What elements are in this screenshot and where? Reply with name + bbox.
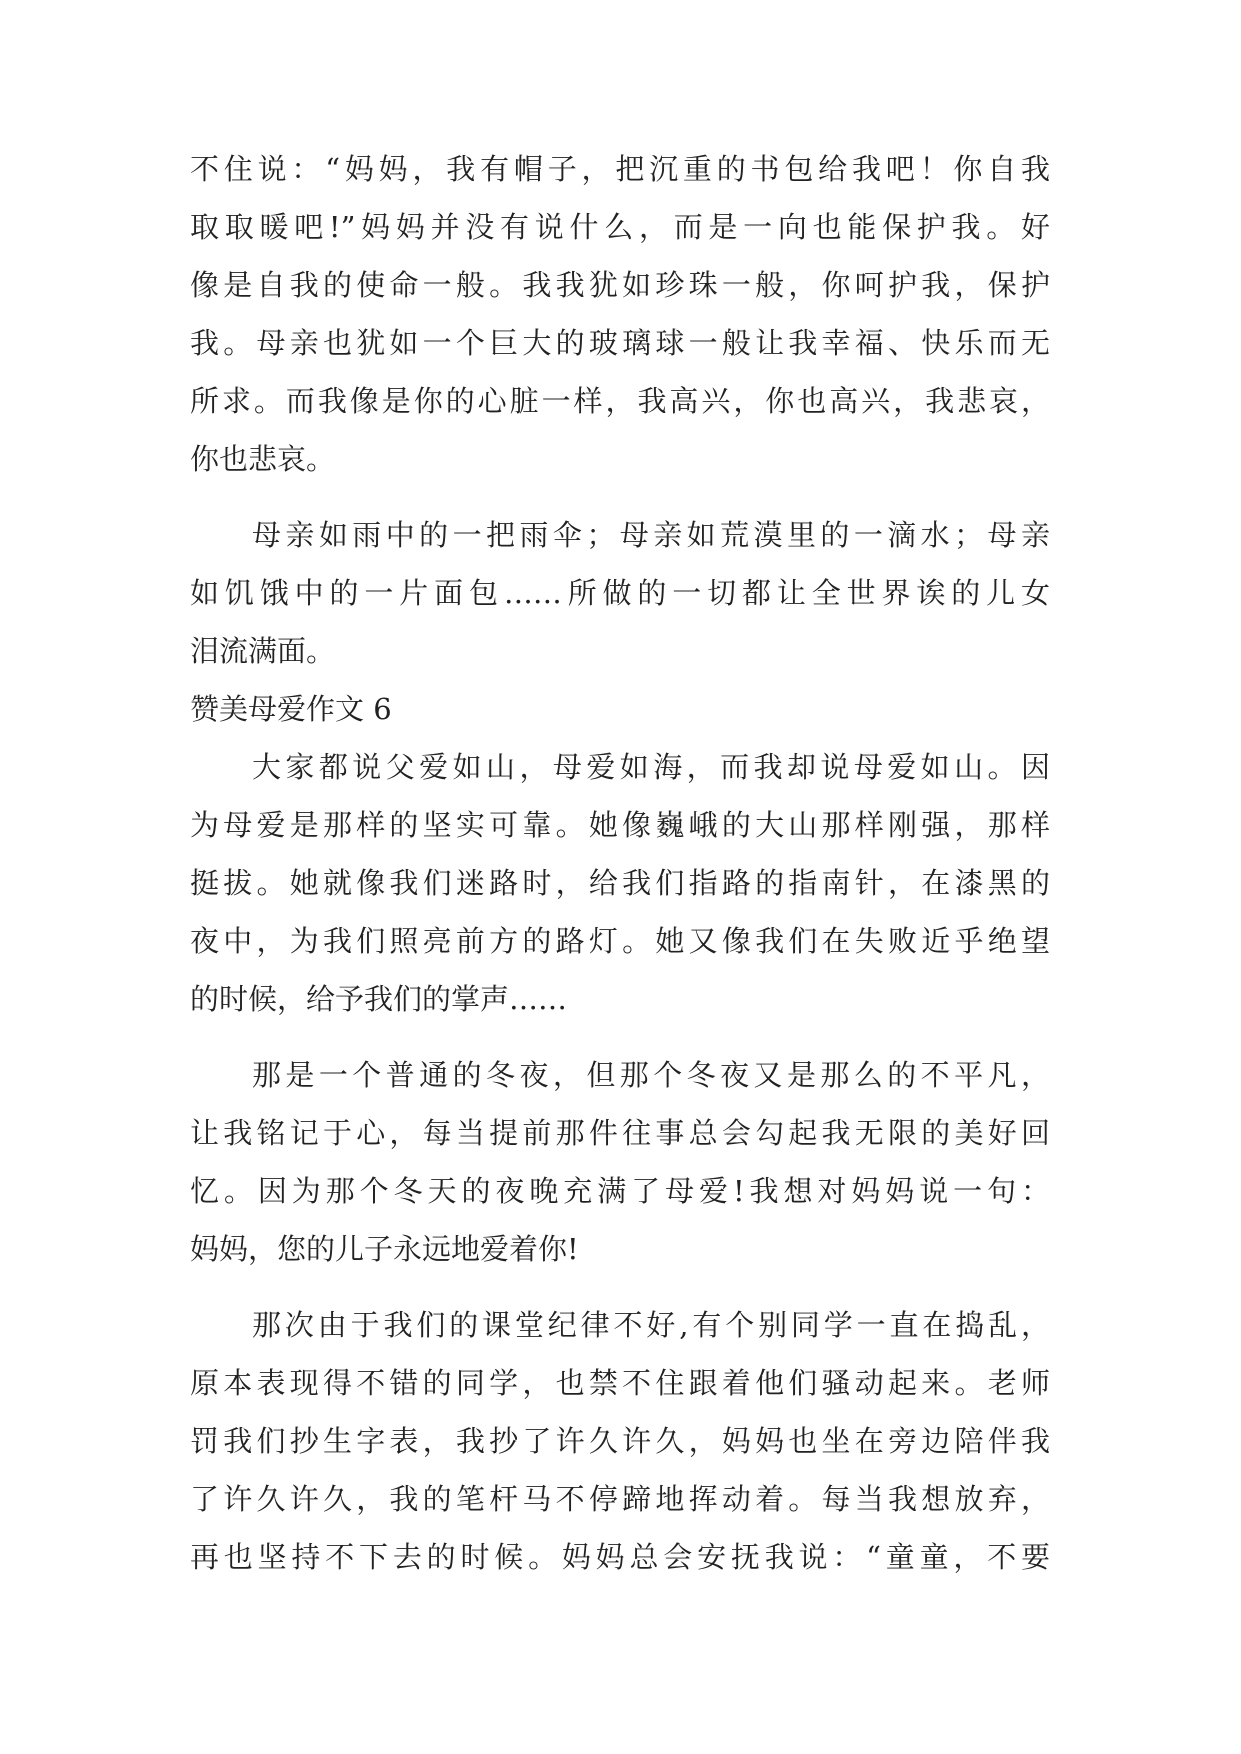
text-line: 夜中，为我们照亮前方的路灯。她又像我们在失败近乎绝望	[190, 924, 1050, 958]
text-line: 了许久许久，我的笔杆马不停蹄地挥动着。每当我想放弃，	[190, 1482, 1050, 1516]
text-line: 的时候，给予我们的掌声……	[190, 982, 568, 1016]
text-line: 取取暖吧!”妈妈并没有说什么，而是一向也能保护我。好	[190, 210, 1050, 244]
text-line: 再也坚持不下去的时候。妈妈总会安抚我说：“童童，不要	[190, 1540, 1050, 1574]
paragraph-first-line: 母亲如雨中的一把雨伞；母亲如荒漠里的一滴水；母亲	[252, 518, 1050, 552]
paragraph-first-line: 大家都说父爱如山，母爱如海，而我却说母爱如山。因	[252, 750, 1050, 784]
paragraph-first-line: 那是一个普通的冬夜，但那个冬夜又是那么的不平凡，	[252, 1058, 1050, 1092]
text-line: 罚我们抄生字表，我抄了许久许久，妈妈也坐在旁边陪伴我	[190, 1424, 1050, 1458]
paragraph-first-line: 那次由于我们的课堂纪律不好,有个别同学一直在捣乱，	[252, 1308, 1050, 1342]
text-line: 所求。而我像是你的心脏一样，我高兴，你也高兴，我悲哀，	[190, 384, 1050, 418]
text-line: 泪流满面。	[190, 634, 336, 668]
text-line: 挺拔。她就像我们迷路时，给我们指路的指南针，在漆黑的	[190, 866, 1050, 900]
text-line: 为母爱是那样的坚实可靠。她像巍峨的大山那样刚强，那样	[190, 808, 1050, 842]
text-line: 你也悲哀。	[190, 442, 336, 476]
text-line: 原本表现得不错的同学，也禁不住跟着他们骚动起来。老师	[190, 1366, 1050, 1400]
text-line: 像是自我的使命一般。我我犹如珍珠一般，你呵护我，保护	[190, 268, 1050, 302]
text-line: 忆。因为那个冬天的夜晚充满了母爱!我想对妈妈说一句：	[190, 1174, 1050, 1208]
section-heading: 赞美母爱作文 6	[190, 692, 392, 726]
text-line: 不住说：“妈妈，我有帽子，把沉重的书包给我吧！你自我	[190, 152, 1050, 186]
text-line: 如饥饿中的一片面包……所做的一切都让全世界诶的儿女	[190, 576, 1050, 610]
text-line: 妈妈，您的儿子永远地爱着你!	[190, 1232, 579, 1266]
text-line: 我。母亲也犹如一个巨大的玻璃球一般让我幸福、快乐而无	[190, 326, 1050, 360]
text-line: 让我铭记于心，每当提前那件往事总会勾起我无限的美好回	[190, 1116, 1050, 1150]
